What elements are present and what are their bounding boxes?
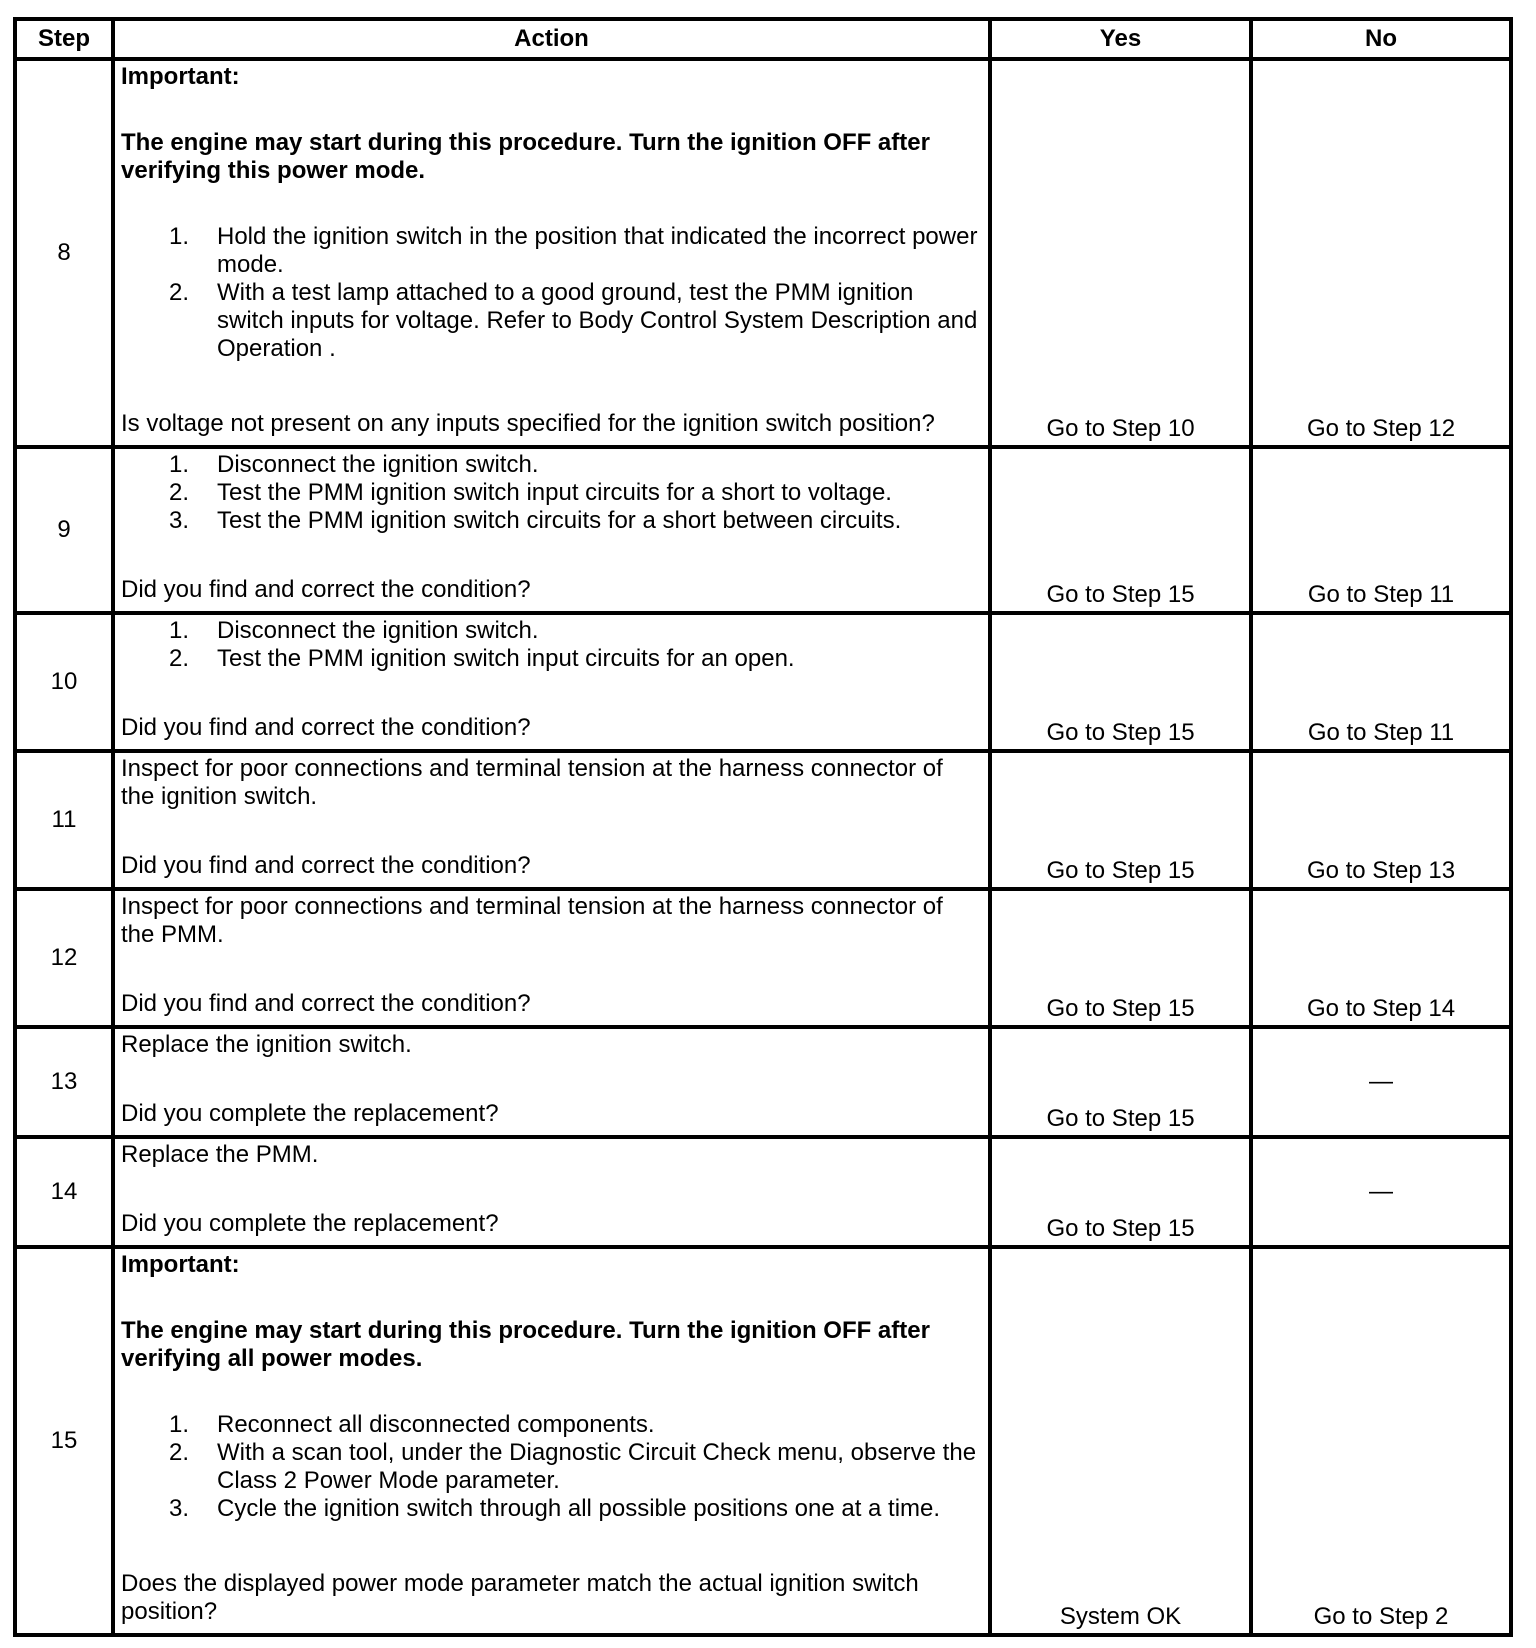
question: Did you find and correct the condition? xyxy=(121,576,531,603)
important-note: The engine may start during this procedure. Turn the ignition OFF after verifying all power modes. xyxy=(121,1317,930,1372)
question: Is voltage not present on any inputs specified for the ignition switch position? xyxy=(121,410,935,437)
yes-result: Go to Step 15 xyxy=(990,447,1251,613)
item-number: 2. xyxy=(168,1439,189,1466)
list-item xyxy=(121,1439,982,1495)
table-row xyxy=(15,613,1511,751)
item-number: 2. xyxy=(168,645,189,672)
header-yes: Yes xyxy=(990,19,1251,59)
list-item xyxy=(121,617,982,645)
procedure-list xyxy=(121,223,982,363)
item-text: Reconnect all disconnected components. xyxy=(217,1411,655,1438)
yes-result: System OK xyxy=(990,1247,1251,1635)
no-result: Go to Step 11 xyxy=(1251,447,1511,613)
step-number: 12 xyxy=(15,889,113,1027)
procedure-list xyxy=(121,617,982,673)
item-number: 2. xyxy=(168,479,189,506)
table-row xyxy=(15,889,1511,1027)
item-text: Test the PMM ignition switch input circuits for a short to voltage. xyxy=(217,479,892,506)
action-cell xyxy=(113,889,990,1027)
important-label: Important: xyxy=(121,63,240,90)
action-text: Inspect for poor connections and terminal tension at the harness connector of the ignition switch. xyxy=(121,755,943,810)
header-row xyxy=(15,19,1511,59)
action-cell xyxy=(113,613,990,751)
action-cell xyxy=(113,1247,990,1635)
item-text: With a scan tool, under the Diagnostic Circuit Check menu, observe the Class 2 Power Mode parameter. xyxy=(217,1439,977,1494)
list-item xyxy=(121,1411,982,1439)
header-action: Action xyxy=(113,19,990,59)
no-result: — xyxy=(1251,1137,1511,1247)
item-text: Test the PMM ignition switch input circuits for an open. xyxy=(217,645,795,672)
no-result: — xyxy=(1251,1027,1511,1137)
item-number: 2. xyxy=(168,279,189,306)
step-number: 8 xyxy=(15,59,113,447)
action-cell xyxy=(113,1137,990,1247)
item-number: 1. xyxy=(168,451,189,478)
question: Does the displayed power mode parameter match the actual ignition switch position? xyxy=(121,1570,919,1625)
table-row xyxy=(15,447,1511,613)
no-result: Go to Step 14 xyxy=(1251,889,1511,1027)
action-cell xyxy=(113,751,990,889)
diagnostic-table xyxy=(13,17,1513,1637)
list-item xyxy=(121,479,982,507)
action-cell xyxy=(113,59,990,447)
question: Did you complete the replacement? xyxy=(121,1210,499,1237)
action-cell xyxy=(113,447,990,613)
yes-result: Go to Step 15 xyxy=(990,751,1251,889)
table-row xyxy=(15,59,1511,447)
item-text: With a test lamp attached to a good ground, test the PMM ignition switch inputs for voltage. Refer to Body Control System Description and Operation . xyxy=(217,279,978,362)
procedure-list xyxy=(121,451,982,535)
yes-result: Go to Step 15 xyxy=(990,1137,1251,1247)
procedure-list xyxy=(121,1411,982,1523)
no-result: Go to Step 11 xyxy=(1251,613,1511,751)
table-row xyxy=(15,1137,1511,1247)
action-text: Replace the ignition switch. xyxy=(121,1031,412,1058)
question: Did you find and correct the condition? xyxy=(121,990,531,1017)
list-item xyxy=(121,1495,982,1523)
no-result: Go to Step 13 xyxy=(1251,751,1511,889)
step-number: 15 xyxy=(15,1247,113,1635)
list-item xyxy=(121,451,982,479)
item-text: Disconnect the ignition switch. xyxy=(217,451,539,478)
step-number: 11 xyxy=(15,751,113,889)
item-text: Hold the ignition switch in the position that indicated the incorrect power mode. xyxy=(217,223,978,278)
item-text: Cycle the ignition switch through all possible positions one at a time. xyxy=(217,1495,941,1522)
yes-result: Go to Step 10 xyxy=(990,59,1251,447)
question: Did you complete the replacement? xyxy=(121,1100,499,1127)
step-number: 10 xyxy=(15,613,113,751)
list-item xyxy=(121,279,982,363)
header-no: No xyxy=(1251,19,1511,59)
step-number: 13 xyxy=(15,1027,113,1137)
important-label: Important: xyxy=(121,1251,240,1278)
table-row xyxy=(15,751,1511,889)
item-text: Test the PMM ignition switch circuits for a short between circuits. xyxy=(217,507,902,534)
table-row xyxy=(15,1027,1511,1137)
no-result: Go to Step 2 xyxy=(1251,1247,1511,1635)
question: Did you find and correct the condition? xyxy=(121,714,531,741)
list-item xyxy=(121,223,982,279)
list-item xyxy=(121,507,982,535)
step-number: 9 xyxy=(15,447,113,613)
item-number: 1. xyxy=(168,223,189,250)
item-number: 3. xyxy=(168,1495,189,1522)
action-text: Replace the PMM. xyxy=(121,1141,319,1168)
step-number: 14 xyxy=(15,1137,113,1247)
important-note: The engine may start during this procedure. Turn the ignition OFF after verifying this power mode. xyxy=(121,129,930,184)
item-number: 1. xyxy=(168,1411,189,1438)
action-text: Inspect for poor connections and terminal tension at the harness connector of the PMM. xyxy=(121,893,943,948)
table-row xyxy=(15,1247,1511,1635)
yes-result: Go to Step 15 xyxy=(990,1027,1251,1137)
item-text: Disconnect the ignition switch. xyxy=(217,617,539,644)
yes-result: Go to Step 15 xyxy=(990,889,1251,1027)
header-step: Step xyxy=(15,19,113,59)
item-number: 3. xyxy=(168,507,189,534)
question: Did you find and correct the condition? xyxy=(121,852,531,879)
action-cell xyxy=(113,1027,990,1137)
item-number: 1. xyxy=(168,617,189,644)
list-item xyxy=(121,645,982,673)
yes-result: Go to Step 15 xyxy=(990,613,1251,751)
no-result: Go to Step 12 xyxy=(1251,59,1511,447)
